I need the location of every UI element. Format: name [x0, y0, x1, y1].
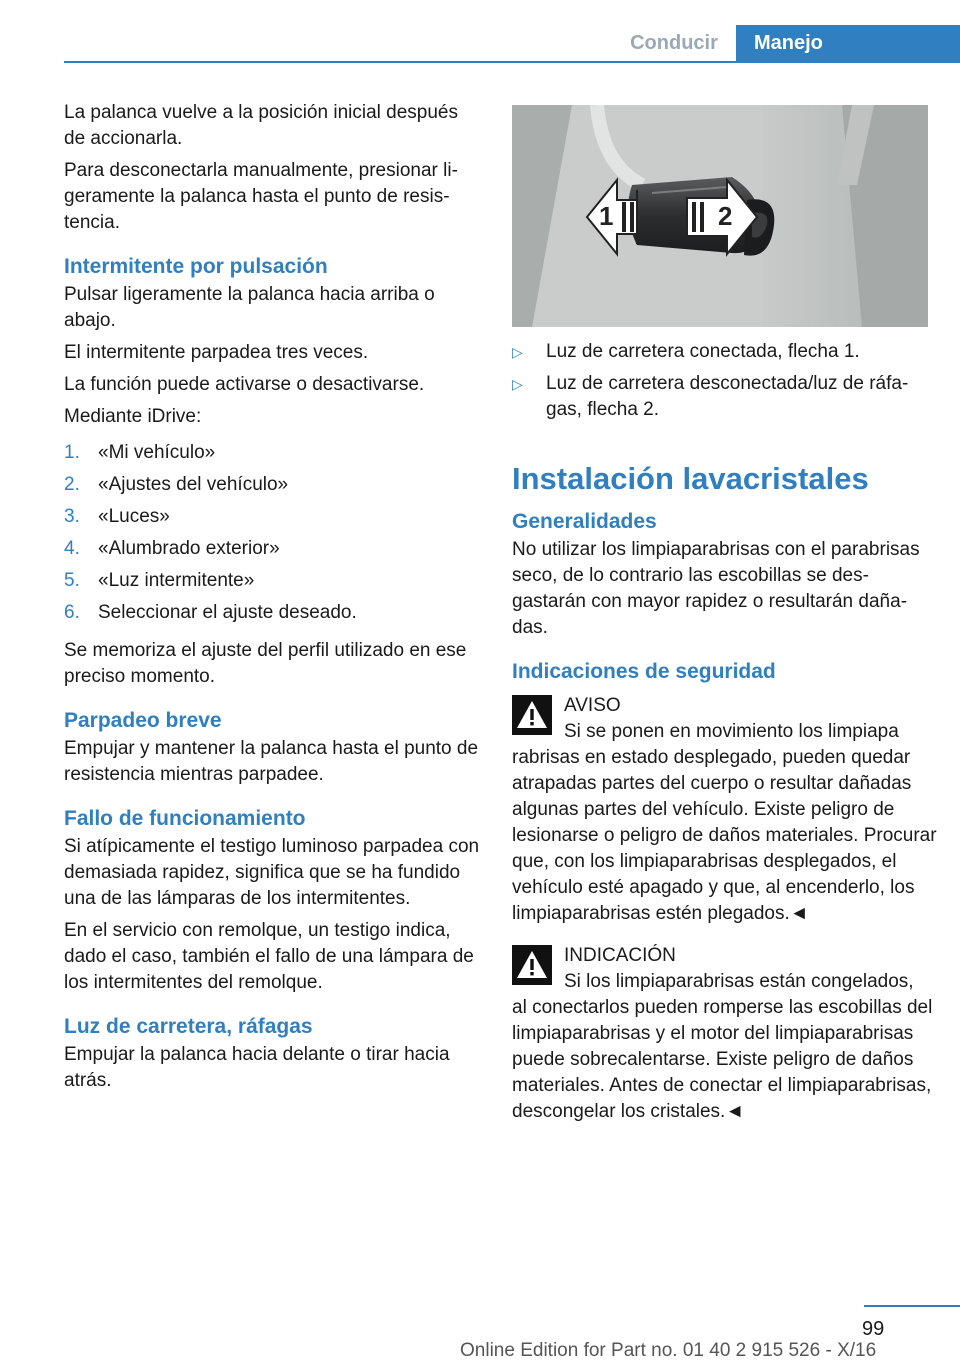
right-column — [512, 105, 937, 1125]
step-text: «Alumbrado exterior» — [98, 538, 280, 559]
paragraph: La función puede activarse o desactivarse. — [64, 374, 425, 395]
triangle-bullet-icon: ▷ — [512, 344, 523, 360]
paragraph: Se memoriza el ajuste del perfil utilizado en ese preciso momento. — [64, 640, 467, 687]
arrow-2-label: 2 — [718, 201, 733, 231]
warning-text — [512, 719, 940, 927]
step-number: 2. — [64, 474, 80, 495]
warning-title: AVISO — [564, 695, 621, 716]
list-item — [512, 371, 928, 423]
step-number: 4. — [64, 538, 80, 559]
high-beam-list — [512, 339, 928, 423]
lever-drawing — [512, 105, 928, 327]
page-number: 99 — [862, 1318, 885, 1340]
step-item — [64, 568, 480, 600]
step-item — [64, 600, 480, 632]
paragraph: En el servicio con remolque, un testigo indica, dado el caso, también el fallo de una lámpara de los intermitentes del remolque. — [64, 920, 474, 993]
step-number: 6. — [64, 602, 80, 623]
heading-seguridad: Indicaciones de seguridad — [512, 660, 776, 683]
header-rule — [64, 61, 960, 63]
heading-generalidades: Generalidades — [512, 510, 657, 533]
warning-title: INDICACIÓN — [564, 945, 676, 966]
warning-aviso — [512, 693, 937, 927]
paragraph: Mediante iDrive: — [64, 406, 202, 427]
warning-triangle-icon — [512, 945, 552, 985]
paragraph: Para desconectarla manualmente, presionar ligeramente la palanca hasta el punto de resistencia. — [64, 160, 458, 233]
heading-luz-carretera: Luz de carretera, ráfagas — [64, 1015, 313, 1038]
warning-triangle-icon — [512, 695, 552, 735]
paragraph: Pulsar ligeramente la palanca hacia arriba o abajo. — [64, 284, 435, 331]
heading-parpadeo: Parpadeo breve — [64, 709, 222, 732]
lever-illustration — [512, 105, 928, 327]
heading-instalacion-lavacristales: Instalación lavacristales — [512, 461, 869, 496]
arrow-1-label: 1 — [599, 201, 614, 231]
tab-manejo[interactable]: Manejo — [736, 25, 960, 61]
warning-text — [512, 969, 940, 1125]
step-text: «Ajustes del vehículo» — [98, 474, 289, 495]
warning-text-rest: rabrisas en estado desplegado, pueden quedar atrapadas partes del cuerpo o resultar dañadas algunas partes del vehículo. Existe peligro de lesionarse o peligro de daños materiales. Procurar que, con los limpiaparabrisas desplegados, el vehículo esté apagado y que, al encenderlo, los limpiaparabrisas estén plegados.◄ — [512, 747, 937, 924]
step-item — [64, 440, 480, 472]
warning-text-first: Si se ponen en movimiento los limpiapa — [564, 721, 899, 742]
warning-text-first: Si los limpiaparabrisas están congelados, — [564, 971, 914, 992]
step-number: 5. — [64, 570, 80, 591]
step-number: 1. — [64, 442, 80, 463]
left-column — [64, 100, 480, 1100]
paragraph: Si atípicamente el testigo luminoso parpadea con demasiada rapidez, significa que se ha fundido una de las lámparas de los intermitentes. — [64, 836, 480, 909]
paragraph: Empujar la palanca hacia delante o tirar hacia atrás. — [64, 1044, 450, 1091]
step-text: «Luces» — [98, 506, 170, 527]
step-number: 3. — [64, 506, 80, 527]
list-item — [512, 339, 928, 365]
step-item — [64, 472, 480, 504]
idrive-steps — [64, 440, 480, 632]
paragraph: No utilizar los limpiaparabrisas con el parabrisas seco, de lo contrario las escobillas se desgastarán con mayor rapidez o resultarán dañadas. — [512, 539, 920, 638]
list-item-text: Luz de carretera desconectada/luz de ráfagas, flecha 2. — [546, 373, 909, 420]
paragraph: La palanca vuelve a la posición inicial después de accionarla. — [64, 102, 458, 149]
paragraph: El intermitente parpadea tres veces. — [64, 342, 369, 363]
step-item — [64, 504, 480, 536]
edition-footer: Online Edition for Part no. 01 40 2 915 526 - X/16 — [460, 1340, 877, 1361]
paragraph: Empujar y mantener la palanca hasta el punto de resistencia mientras parpadee. — [64, 738, 479, 785]
heading-fallo: Fallo de funcionamiento — [64, 807, 306, 830]
heading-intermitente: Intermitente por pulsación — [64, 255, 328, 278]
list-item-text: Luz de carretera conectada, flecha 1. — [546, 341, 860, 362]
triangle-bullet-icon: ▷ — [512, 376, 523, 392]
step-text: Seleccionar el ajuste deseado. — [98, 602, 357, 623]
footer-rule — [864, 1305, 960, 1307]
step-text: «Mi vehículo» — [98, 442, 216, 463]
step-text: «Luz intermitente» — [98, 570, 255, 591]
step-item — [64, 536, 480, 568]
tab-conducir[interactable]: Conducir — [630, 32, 718, 54]
warning-text-rest: al conectarlos pueden romperse las escobillas del limpiaparabrisas y el motor del limpiaparabrisas puede sobrecalentarse. Existe peligro de daños materiales. Antes de conectar el limpiaparabrisas, descongelar los cristales.◄ — [512, 997, 933, 1122]
warning-indicacion — [512, 943, 933, 1125]
